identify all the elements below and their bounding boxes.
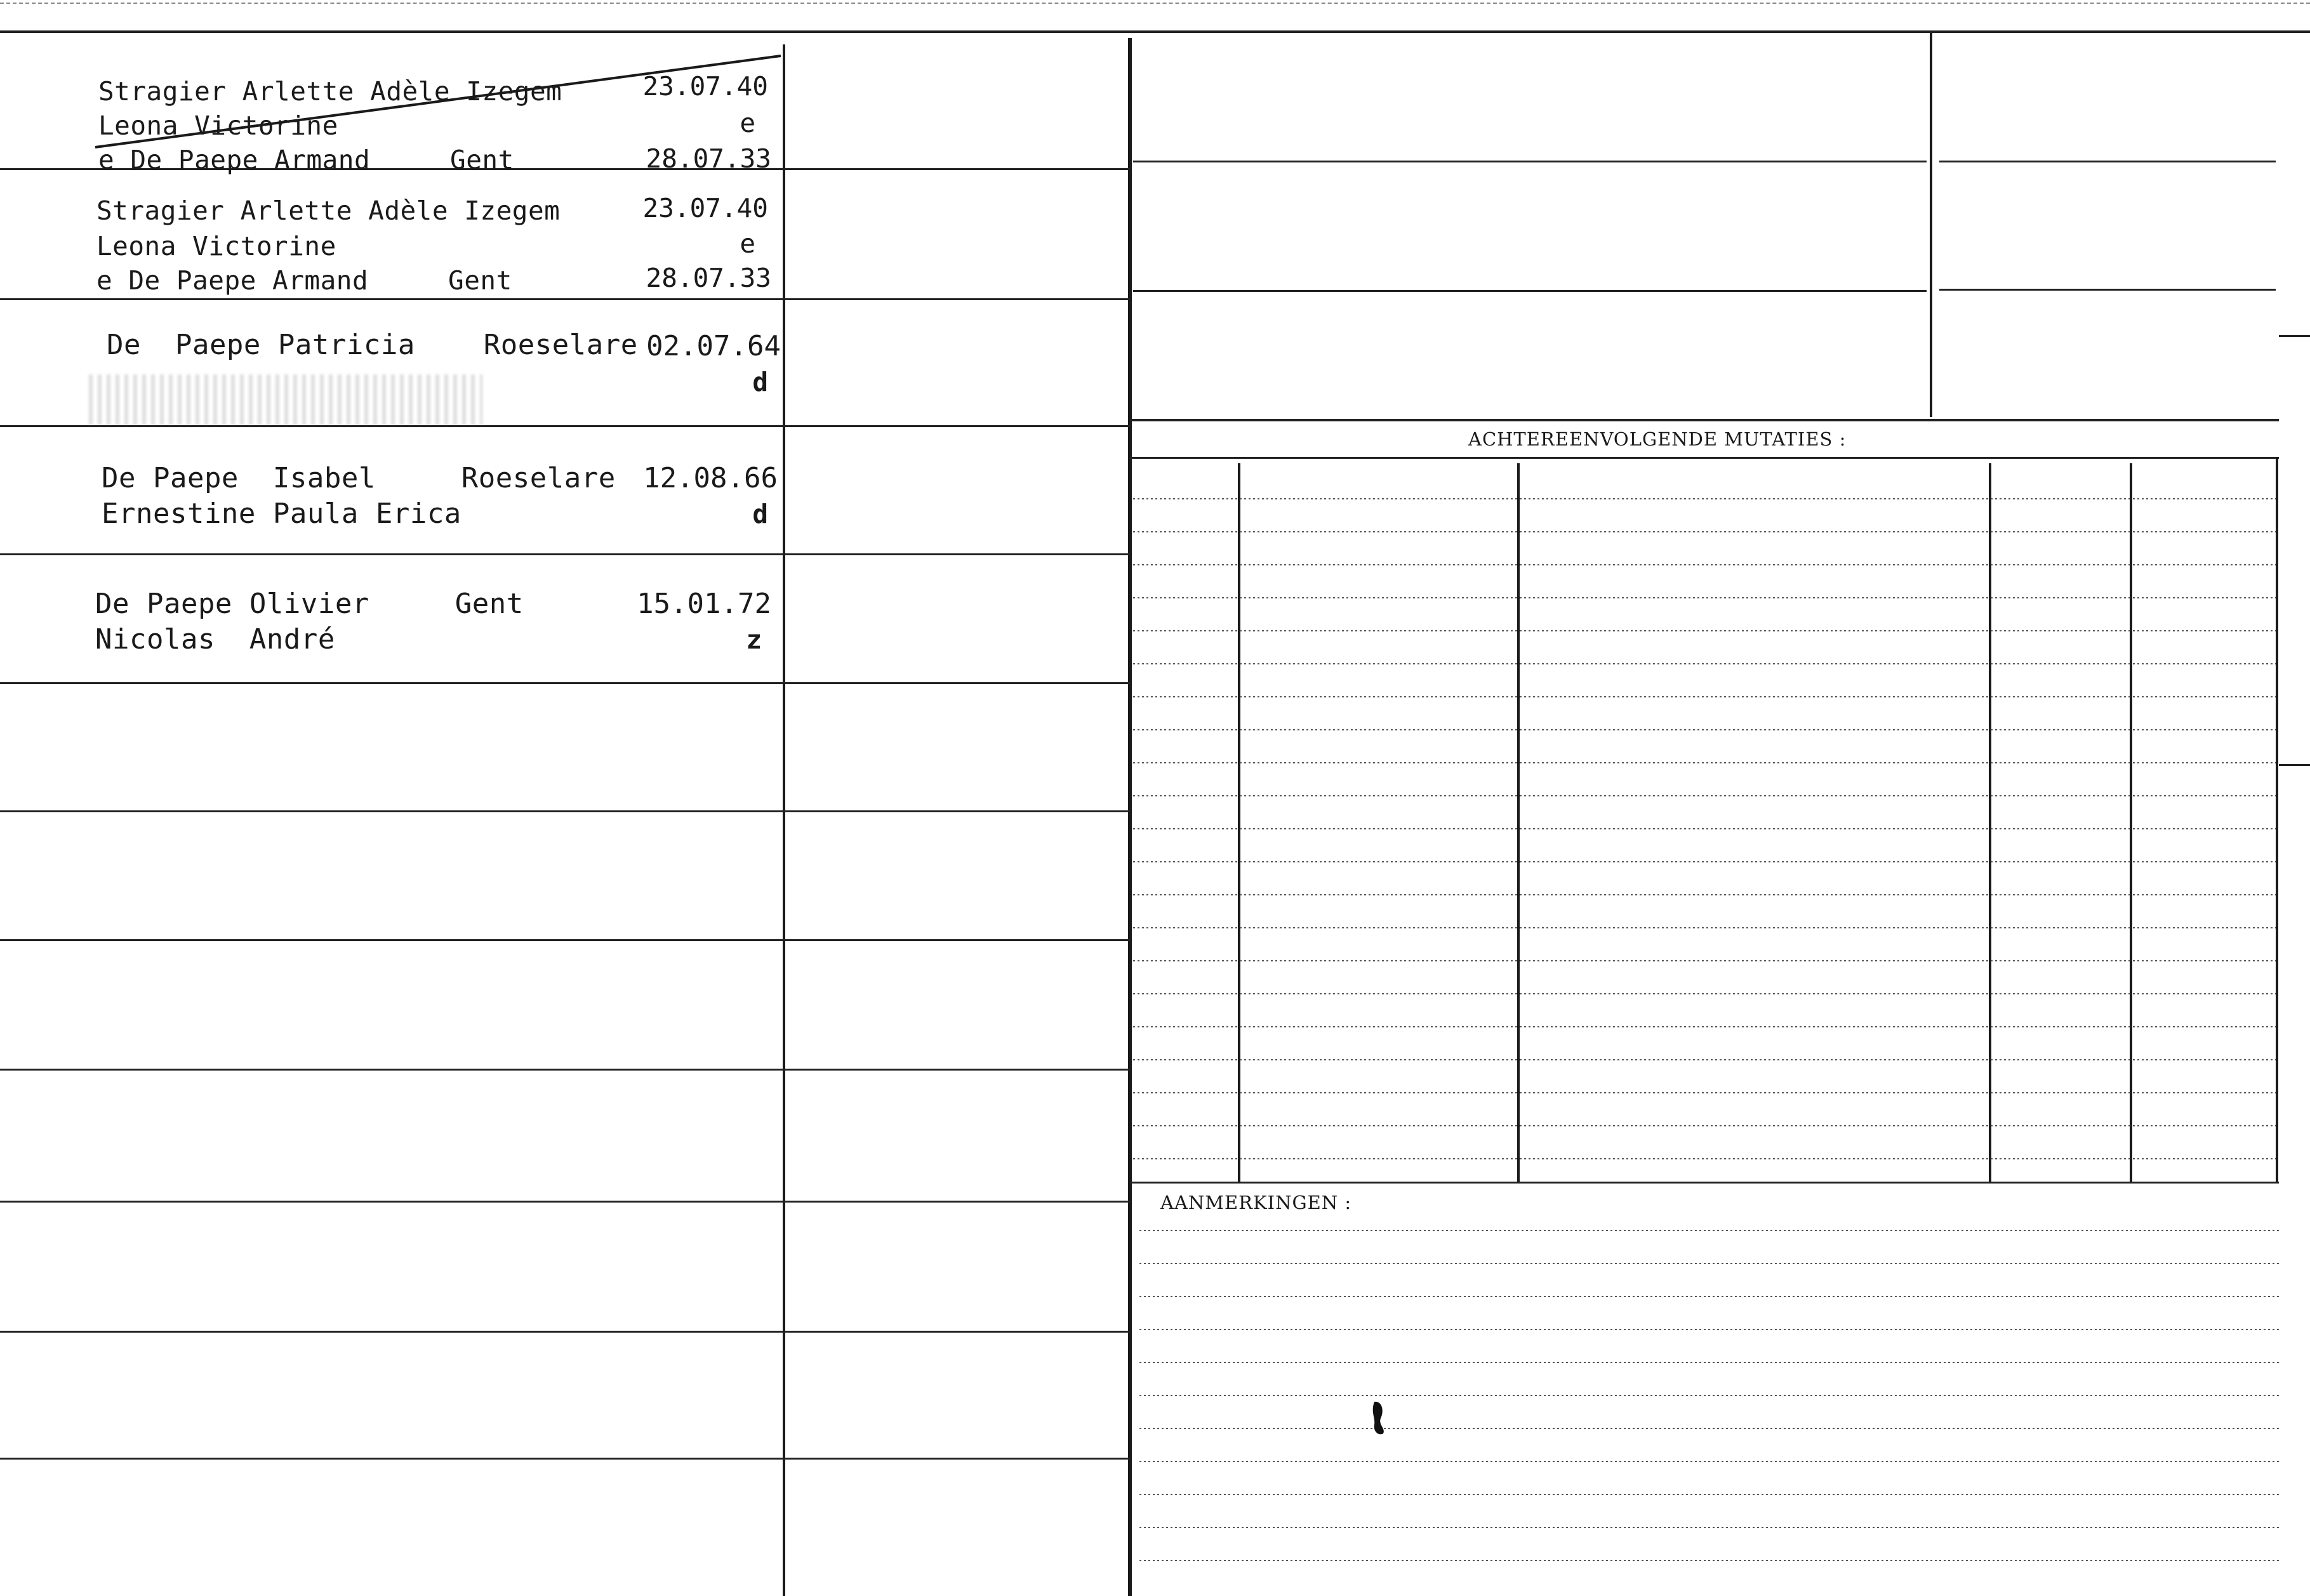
entry-2-code: e xyxy=(740,228,755,259)
upper-block-line xyxy=(1939,161,2276,162)
upper-block-line xyxy=(1133,161,1927,162)
mid-column-divider xyxy=(1128,38,1132,1596)
row-line xyxy=(0,1331,1130,1333)
mutations-ruled-lines xyxy=(1133,495,2276,1180)
entry-5-code: z xyxy=(746,624,762,655)
blurred-text xyxy=(89,374,482,425)
entry-3-code: d xyxy=(752,367,768,397)
entry-1-date-2: 28.07.33 xyxy=(646,143,771,174)
row-line xyxy=(0,682,1130,684)
row-line xyxy=(0,553,1130,555)
row-line xyxy=(0,810,1130,812)
entry-1-line-1: Stragier Arlette Adèle Izegem xyxy=(98,76,562,107)
mutations-heading-underline xyxy=(1130,457,2279,459)
entry-4-date-1: 12.08.66 xyxy=(643,462,778,494)
row-line xyxy=(0,298,1130,300)
edge-tick xyxy=(2279,764,2310,766)
row-line xyxy=(0,1201,1130,1203)
mutations-heading: ACHTEREENVOLGENDE MUTATIES : xyxy=(1468,428,1847,450)
entry-4-code: d xyxy=(752,499,768,529)
entry-2-line-3: e De Paepe Armand Gent xyxy=(96,265,512,296)
entry-3-line-1: De Paepe Patricia Roeselare xyxy=(107,329,638,361)
entry-5-line-1: De Paepe Olivier Gent xyxy=(95,588,524,620)
upper-block-line xyxy=(1939,289,2276,291)
row-line xyxy=(0,939,1130,941)
upper-block-line xyxy=(1133,290,1927,292)
mutations-col-5 xyxy=(2276,457,2278,1184)
entry-5-line-2: Nicolas André xyxy=(95,623,335,656)
row-line xyxy=(0,1458,1130,1460)
upper-right-divider xyxy=(1930,33,1932,417)
row-line xyxy=(0,1069,1130,1071)
ink-blot xyxy=(1368,1399,1393,1437)
mutations-bottom xyxy=(1130,1182,2279,1184)
edge-tick xyxy=(2279,335,2310,337)
entry-4-line-1: De Paepe Isabel Roeselare xyxy=(102,462,616,494)
entry-5-date-1: 15.01.72 xyxy=(637,588,771,620)
entry-1-line-3: e De Paepe Armand Gent xyxy=(98,145,514,175)
row-line xyxy=(0,425,1130,427)
entry-1-code: e xyxy=(740,108,755,138)
entry-2-line-2: Leona Victorine xyxy=(96,231,336,261)
entry-2-date-2: 28.07.33 xyxy=(646,263,771,293)
remarks-ruled-lines xyxy=(1139,1228,2279,1583)
entry-2-line-1: Stragier Arlette Adèle Izegem xyxy=(96,195,561,226)
entry-3-date-1: 02.07.64 xyxy=(646,330,781,362)
entry-1-line-2: Leona Victorine xyxy=(98,110,338,141)
entry-4-line-2: Ernestine Paula Erica xyxy=(102,498,461,530)
entry-1-date-1: 23.07.40 xyxy=(642,71,768,102)
remarks-heading: AANMERKINGEN : xyxy=(1160,1192,1352,1213)
left-column-divider xyxy=(783,44,785,1596)
entry-2-date-1: 23.07.40 xyxy=(642,193,768,223)
upper-block-bottom xyxy=(1130,419,2279,421)
strike-through-line xyxy=(0,0,787,190)
